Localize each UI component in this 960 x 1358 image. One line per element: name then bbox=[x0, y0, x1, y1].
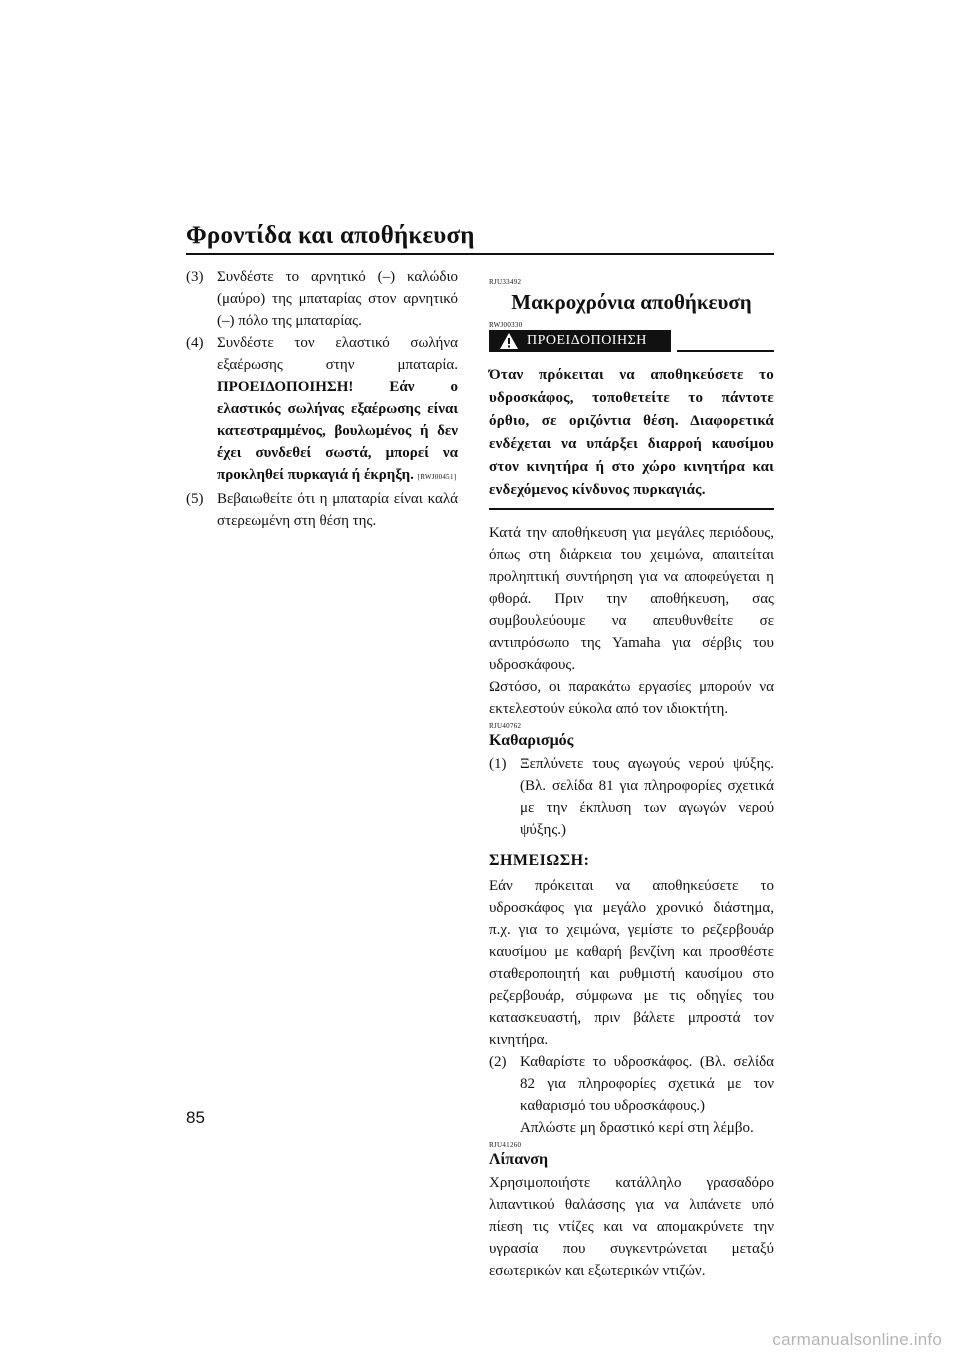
watermark: carmanualsonline.info bbox=[772, 1330, 942, 1349]
note-text: Εάν πρόκειται να αποθηκεύσετε το υδροσκάφος για μεγάλο χρονικό διάστημα, π.χ. για το χειμώνα, γεμίστε το ρεζερβουάρ καυσίμου με καθαρή βενζίνη και προσθέστε σταθεροποιητή και ρυθμιστή καυσίμου στο ρεζερβουάρ, σύμφωνα με τις οδηγίες του κατασκευαστή, πριν βάλετε μπροστά τον κινητήρα. bbox=[489, 878, 774, 1048]
lubrication-title: Λίπανση bbox=[489, 1151, 549, 1168]
step-number: (1) bbox=[489, 756, 507, 772]
page-number: 85 bbox=[186, 1108, 205, 1127]
cleaning-step-2-extra: Απλώστε μη δραστικό κερί στη λέμβο. bbox=[520, 1120, 754, 1136]
section-code: RJU33492 bbox=[489, 278, 522, 286]
step-text: Ξεπλύνετε τους αγωγούς νερού ψύξης. (Βλ. σελίδα 81 για πληροφορίες σχετικά με την έκπλυση των αγωγών νερού ψύξης.) bbox=[520, 756, 774, 838]
step-number: (5) bbox=[186, 491, 204, 507]
step-text: Συνδέστε το αρνητικό (–) καλώδιο (μαύρο) της μπαταρίας στον αρνητικό (–) πόλο της μπαταρίας. bbox=[217, 269, 458, 329]
warning-label: ΠΡΟΕΙΔΟΠΟΙΗΣΗ bbox=[527, 333, 647, 348]
right-column bbox=[489, 278, 774, 1282]
cleaning-step-2 bbox=[489, 1051, 774, 1117]
warning-end-rule bbox=[489, 508, 774, 510]
reference-code: [RWJ00451] bbox=[417, 473, 457, 481]
lubrication-code: RJU41260 bbox=[489, 1141, 522, 1149]
step-4 bbox=[186, 332, 458, 488]
step-warning-text: ΠΡΟΕΙΔΟΠΟΙΗΣΗ! Εάν ο ελαστικός σωλήνας εξαέρωσης είναι κατεστραμμένος, βουλωμένος ή δεν έχει συνδεθεί σωστά, μπορεί να προκληθεί πυρκαγιά ή έκρηξη. bbox=[217, 379, 458, 483]
note-title: ΣΗΜΕΙΩΣΗ: bbox=[489, 852, 590, 869]
lubrication-text: Χρησιμοποιήστε κατάλληλο γρασαδόρο λιπαντικού θαλάσσης για να λιπάνετε υπό πίεση τις ντίζες και να απομακρύνετε την υγρασία που συγκεντρώνεται μεταξύ εσωτερικών και εξωτερικών ντιζών. bbox=[489, 1175, 774, 1279]
step-text: Συνδέστε τον ελαστικό σωλήνα εξαέρωσης στην μπαταρία. bbox=[217, 335, 458, 373]
title-rule bbox=[186, 253, 774, 255]
warning-header bbox=[489, 330, 774, 354]
warning-triangle-icon bbox=[499, 332, 519, 350]
cleaning-title: Καθαρισμός bbox=[489, 732, 574, 749]
section-title: Μακροχρόνια αποθήκευση bbox=[511, 290, 752, 314]
cleaning-step-1 bbox=[489, 753, 774, 841]
warning-rule bbox=[677, 350, 774, 352]
intro-paragraph: Κατά την αποθήκευση για μεγάλες περιόδους, όπως στη διάρκεια του χειμώνα, απαιτείται προληπτική συντήρηση για να αποφεύγεται η φθορά. Πριν την αποθήκευση, σας συμβουλεύουμε να απευθυνθείτε σε αντιπρόσωπο της Yamaha για σέρβις του υδροσκάφους. bbox=[489, 525, 774, 673]
step-text: Καθαρίστε το υδροσκάφος. (Βλ. σελίδα 82 για πληροφορίες σχετικά με τον καθαρισμό του υδροσκάφους.) bbox=[520, 1054, 774, 1114]
page-title: Φροντίδα και αποθήκευση bbox=[186, 222, 475, 249]
step-3 bbox=[186, 266, 458, 332]
step-number: (2) bbox=[489, 1054, 507, 1070]
warning-label-box bbox=[489, 330, 671, 352]
intro-paragraph-2: Ωστόσο, οι παρακάτω εργασίες μπορούν να εκτελεστούν εύκολα από τον ιδιοκτήτη. bbox=[489, 679, 774, 717]
step-number: (3) bbox=[186, 269, 204, 285]
cleaning-code: RJU40762 bbox=[489, 722, 522, 730]
warning-code: RWJ00330 bbox=[489, 321, 523, 329]
step-5 bbox=[186, 488, 458, 532]
left-column bbox=[186, 266, 458, 532]
step-number: (4) bbox=[186, 335, 204, 351]
step-text: Βεβαιωθείτε ότι η μπαταρία είναι καλά στερεωμένη στη θέση της. bbox=[217, 491, 458, 529]
warning-text: Όταν πρόκειται να αποθηκεύσετε το υδροσκάφος, τοποθετείτε το πάντοτε όρθιο, σε οριζόντια θέση. Διαφορετικά ενδέχεται να υπάρξει διαρροή καυσίμου στον κινητήρα ή στο χώρο κινητήρα και ενδεχόμενος κίνδυνος πυρκαγιάς. bbox=[489, 367, 774, 498]
